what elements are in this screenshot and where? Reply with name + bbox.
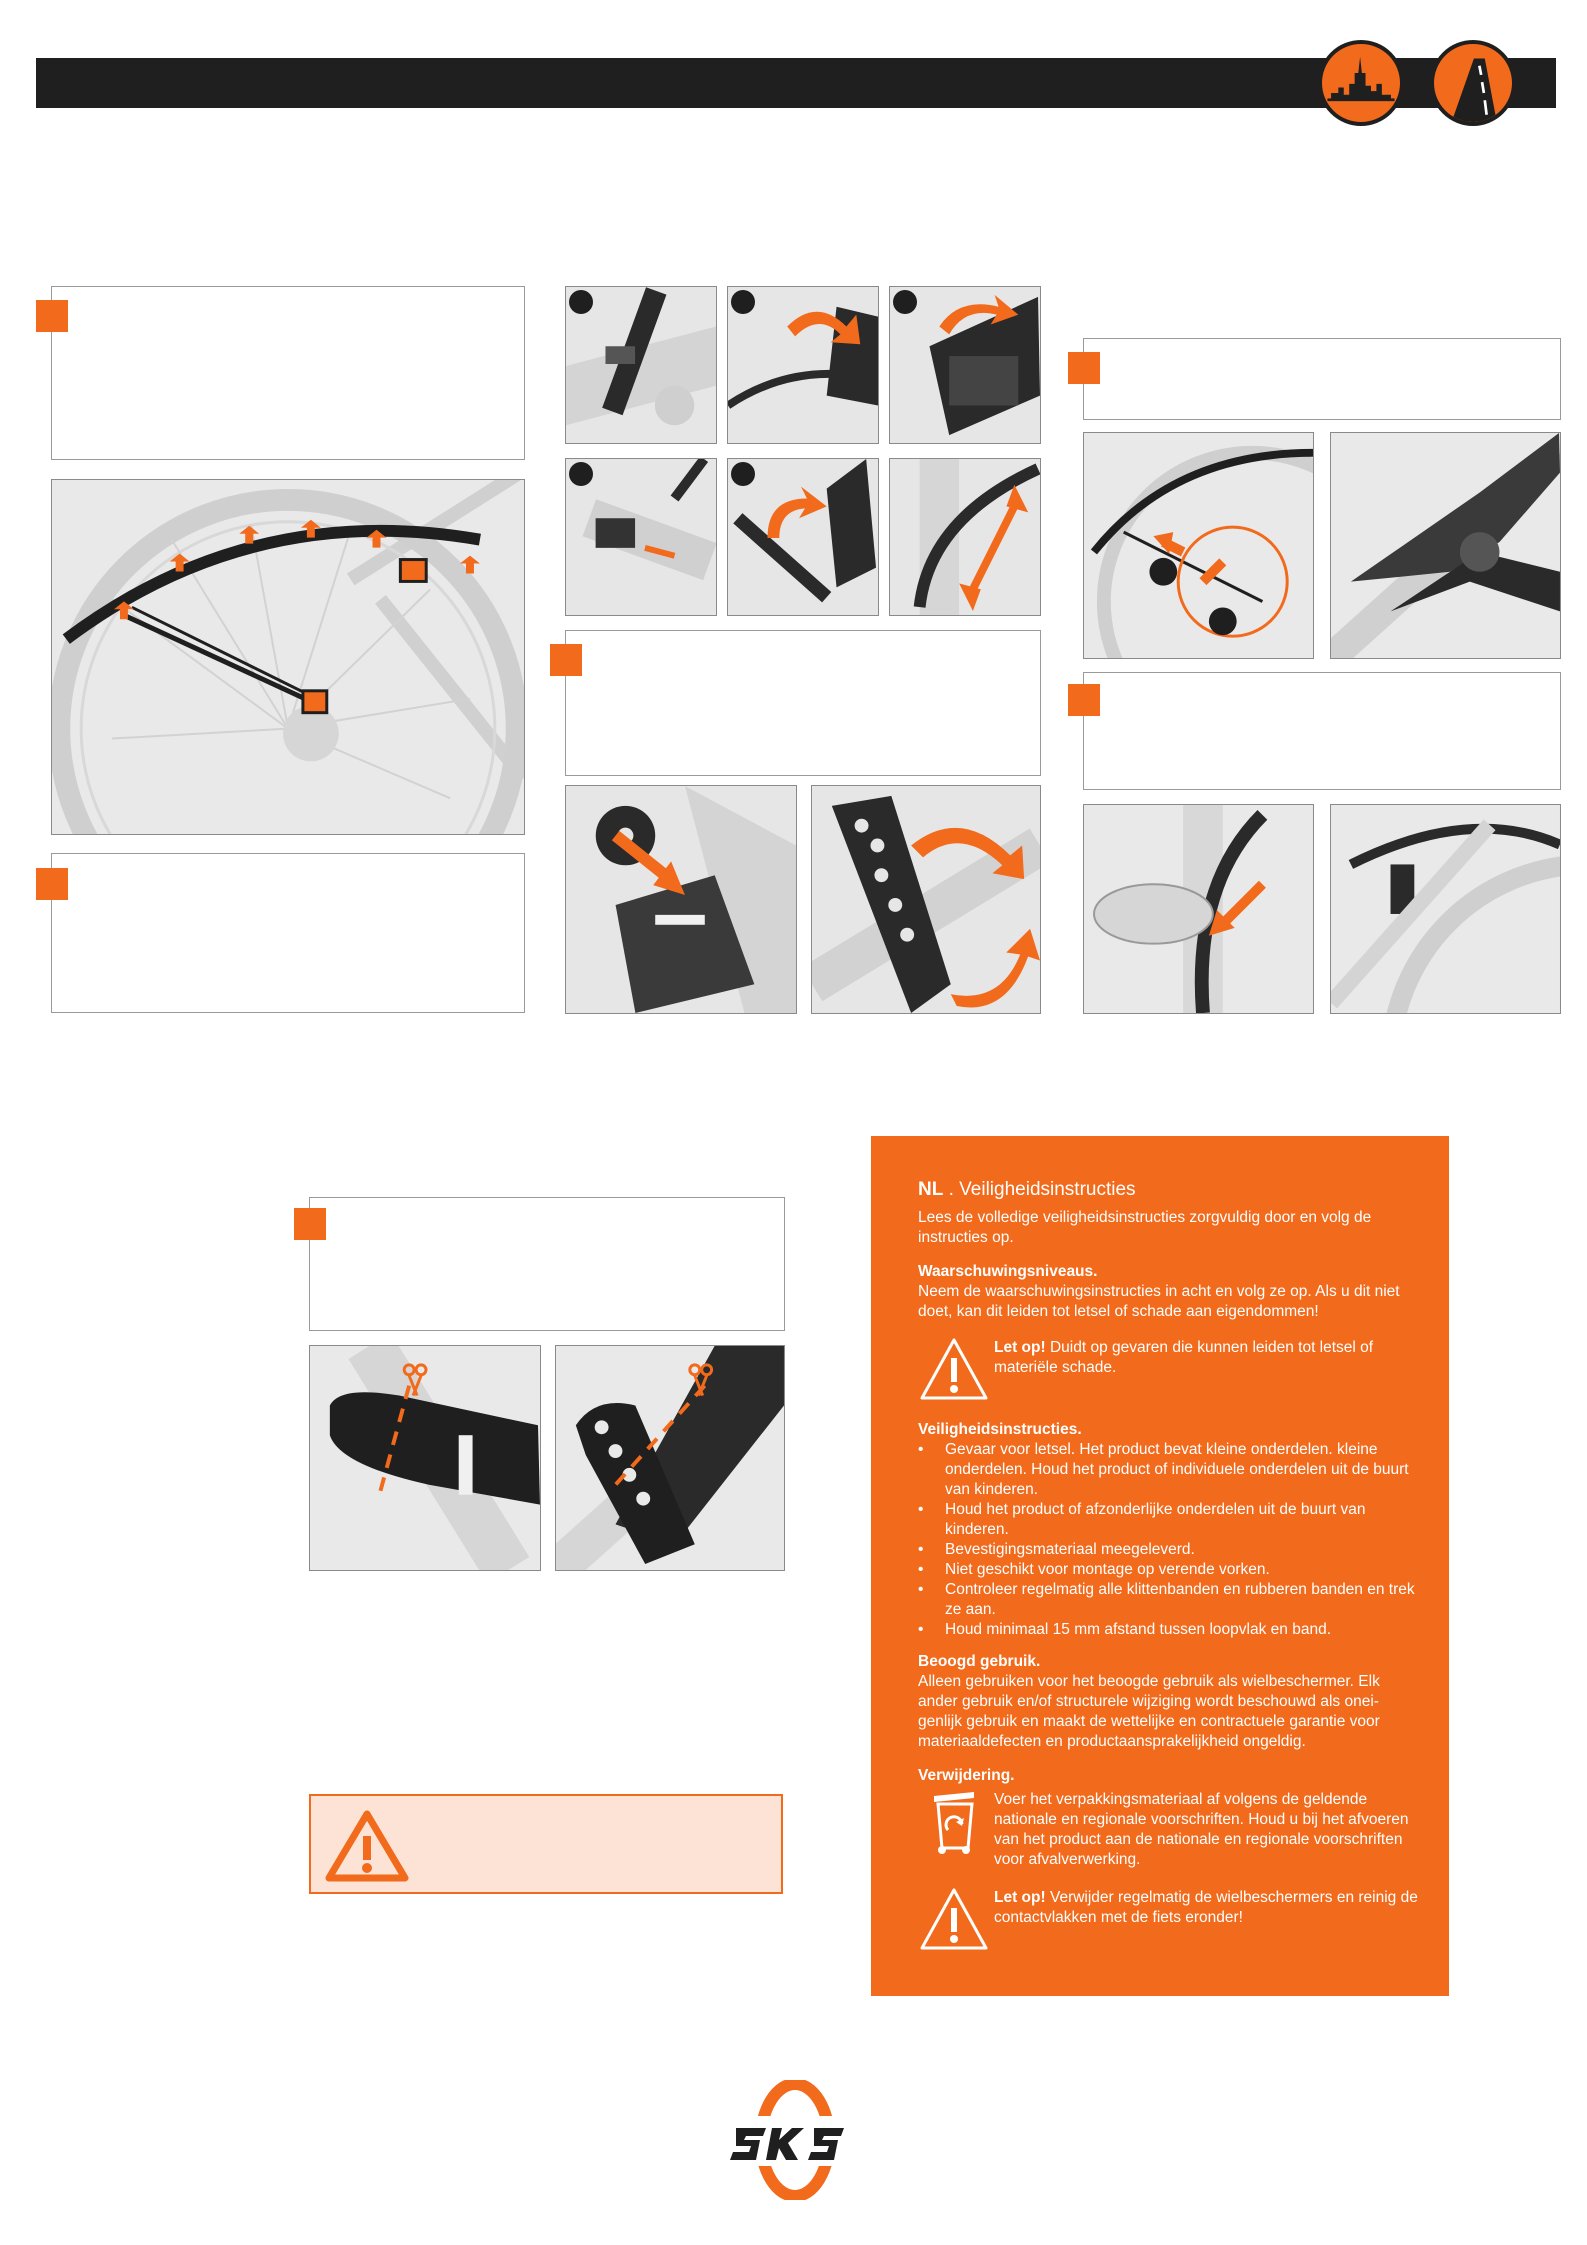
- substep-marker: [731, 462, 755, 486]
- disposal-heading: Verwijdering.: [918, 1767, 1015, 1784]
- instructions-heading: Veiligheidsinstructies.: [918, 1421, 1082, 1438]
- warning-triangle-icon: [325, 1810, 409, 1882]
- city-icon: [1318, 40, 1404, 126]
- caution-row: [918, 1336, 1419, 1404]
- safety-title: NL . Veiligheidsinstructies: [918, 1179, 1136, 1200]
- list-item: • Controleer regelmatig alle klittenbanden en rubberen banden en trek ze aan.: [918, 1580, 1419, 1620]
- pliers-cut-icon: [1330, 432, 1561, 659]
- safety-lang: NL: [918, 1179, 944, 1200]
- caution-row-2: [918, 1886, 1419, 1954]
- recycle-bin-icon: [918, 1788, 990, 1856]
- list-item: • Houd minimaal 15 mm afstand tussen loopvlak en band.: [918, 1620, 1419, 1640]
- scissors-icon: [309, 1345, 541, 1571]
- step-marker-trim: [294, 1208, 326, 1240]
- step-marker-front: [1068, 684, 1100, 716]
- step-text-box-mount: [51, 286, 525, 460]
- disposal-text: Voer het verpakkingsmateriaal af volgens de geldende nationale en regionale voorschriften. Houd u bij het afvoeren van het product aan de nationale en regionale voorschriften voor afvalverwerking.: [994, 1791, 1409, 1868]
- scissors-icon: [555, 1345, 785, 1571]
- step-marker-remove: [1068, 352, 1100, 384]
- front-bracket-icon: [1330, 804, 1561, 1014]
- wheel-fender-arrows-icon: [51, 479, 525, 835]
- sks-logo: [730, 2080, 860, 2200]
- step-marker-adjust: [36, 868, 68, 900]
- caution2-text: Let op! Verwijder regelmatig de wielbeschermers en reinig de contactvlakken met de fiets eronder!: [994, 1889, 1418, 1926]
- list-item: • Gevaar voor letsel. Het product bevat kleine onderdelen. kleine onderdelen. Houd het product of individuele onderdelen uit de buurt van kinderen.: [918, 1440, 1419, 1500]
- caution-text: Let op! Duidt op gevaren die kunnen leiden tot letsel of materiële schade.: [994, 1339, 1374, 1376]
- front-bracket-icon: [1083, 804, 1314, 1014]
- safety-intro: Lees de volledige veiligheidsinstructies zorgvuldig door en volg de instructies op.: [918, 1209, 1372, 1246]
- use-text: Alleen gebruiken voor het beoogde gebruik als wielbeschermer. Elk ander gebruik en/of structurele wijziging wordt beschouwd als onei-genlijk gebruik en maakt de wettelijke en contractuele garantie voor materiaaldefecten en productaansprakelijkheid ongeldig.: [918, 1673, 1380, 1750]
- disposal-row: [918, 1788, 1419, 1870]
- substep-marker: [731, 290, 755, 314]
- strap-attach-icon: [565, 785, 797, 1014]
- step-marker-mount: [36, 300, 68, 332]
- step-marker-strap: [550, 644, 582, 676]
- adjust-length-icon: [889, 458, 1041, 616]
- levels-heading: Waarschuwingsniveaus.: [918, 1263, 1098, 1280]
- use-heading: Beoogd gebruik.: [918, 1653, 1041, 1670]
- rotate-arrow-icon: [811, 785, 1041, 1014]
- road-icon: [1430, 40, 1516, 126]
- list-item: • Houd het product of afzonderlijke onderdelen uit de buurt van kinderen.: [918, 1500, 1419, 1540]
- wheel-fender-arrows-icon: [1083, 432, 1314, 659]
- step-text-box-front: [1083, 672, 1561, 790]
- levels-text: Neem de waarschuwingsinstructies in acht en volg ze op. Als u dit niet doet, kan dit leiden tot letsel of schade aan eigendommen!: [918, 1283, 1400, 1320]
- step-text-box-adjust: [51, 853, 525, 1013]
- substep-marker: [569, 290, 593, 314]
- list-item: • Niet geschikt voor montage op verende vorken.: [918, 1560, 1419, 1580]
- instructions-list: [918, 1440, 1419, 1640]
- safety-instructions-panel: [871, 1136, 1449, 1996]
- warning-triangle-icon: [918, 1336, 990, 1404]
- list-item: • Bevestigingsmateriaal meegeleverd.: [918, 1540, 1419, 1560]
- substep-marker: [893, 290, 917, 314]
- substep-marker: [569, 462, 593, 486]
- step-text-box-trim: [309, 1197, 785, 1331]
- warning-triangle-icon: [918, 1886, 990, 1954]
- step-text-box-strap: [565, 630, 1041, 776]
- warning-box: [309, 1794, 783, 1894]
- step-text-box-remove: [1083, 338, 1561, 420]
